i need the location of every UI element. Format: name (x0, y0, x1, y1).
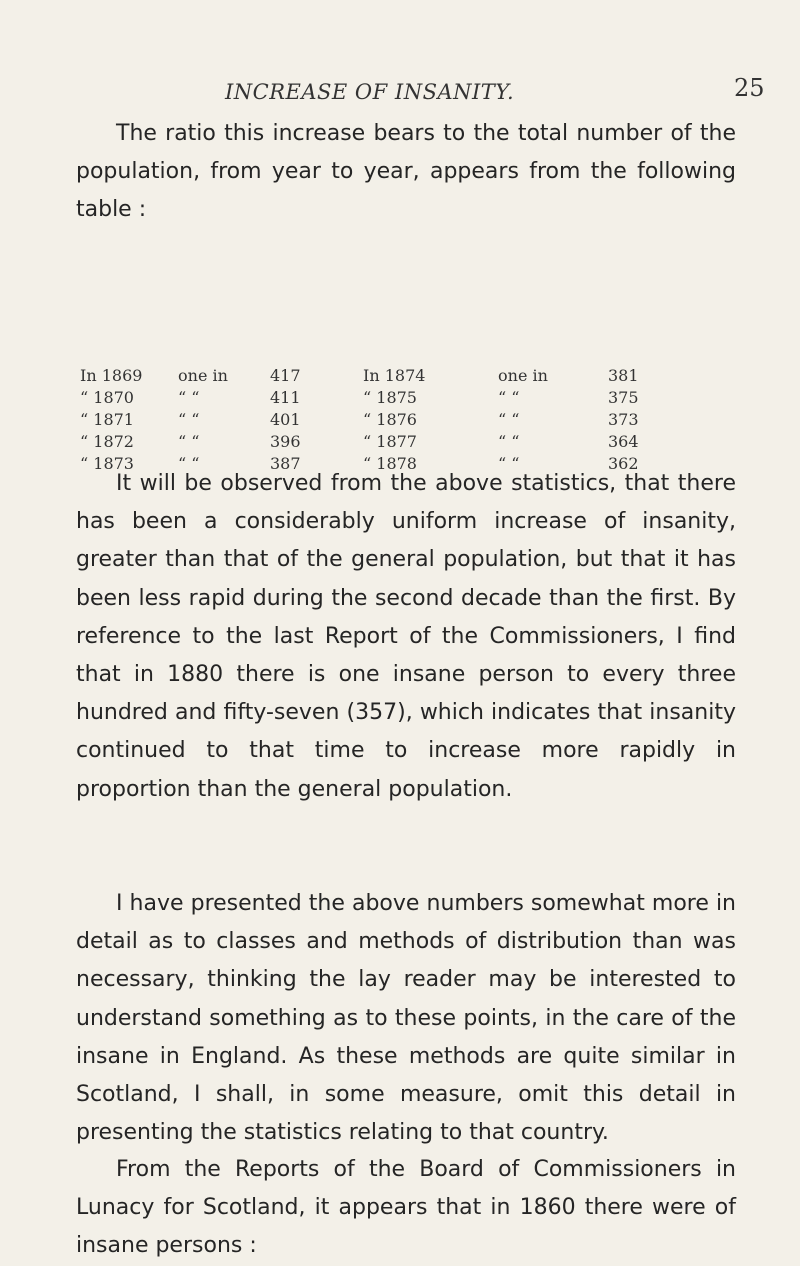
table-cell-year: “ 1872 (80, 432, 134, 451)
running-title: INCREASE OF INSANITY. (225, 80, 515, 104)
page-number: 25 (734, 74, 765, 102)
table-cell-value: 381 (608, 366, 639, 385)
table-row (80, 366, 740, 388)
table-cell-value: 396 (270, 432, 301, 451)
table-cell-ratio: “ “ (178, 432, 200, 451)
table-cell-year: In 1869 (80, 366, 143, 385)
running-head (0, 74, 800, 114)
table-cell-ratio: “ “ (178, 454, 200, 473)
table-cell-ratio: one in (498, 366, 548, 385)
table-cell-value: 401 (270, 410, 301, 429)
table-cell-value: 364 (608, 432, 639, 451)
table-cell-value: 362 (608, 454, 639, 473)
table-cell-year: “ 1873 (80, 454, 134, 473)
table-row (80, 388, 740, 410)
paragraph-scotland: From the Reports of the Board of Commissioners in Lunacy for Scotland, it appears that in 1860 there were of insane persons : (76, 1157, 736, 1259)
paragraph-observation: It will be observed from the above statistics, that there has been a considerably uniform increase of insanity, greater than that of the general population, but that it has been less rapid during the second decade than the first. By reference to the last Report of the Commissioners, I find that in 1880 there is one insane person to every three hundred and fifty-seven (357), which indicates that insanity continued to that time to increase more rapidly in proportion than the general population. (76, 471, 736, 802)
table-row (80, 432, 740, 454)
paragraph-methods: I have presented the above numbers somewhat more in detail as to classes and methods of distribution than was necessary, thinking the lay reader may be interested to understand something as to these points, in the care of the insane in England. As these methods are quite similar in Scotland, I shall, in some measure, omit this detail in presenting the statistics relating to that country. (76, 891, 736, 1146)
table-cell-ratio: “ “ (498, 432, 520, 451)
table-cell-year: “ 1871 (80, 410, 134, 429)
table-cell-year: “ 1875 (363, 388, 417, 407)
table-row (80, 410, 740, 432)
table-cell-value: 373 (608, 410, 639, 429)
table-cell-value: 411 (270, 388, 301, 407)
table-cell-value: 375 (608, 388, 639, 407)
table-cell-year: “ 1870 (80, 388, 134, 407)
table-cell-ratio: “ “ (178, 410, 200, 429)
table-cell-value: 387 (270, 454, 301, 473)
table-cell-year: “ 1878 (363, 454, 417, 473)
table-cell-ratio: “ “ (498, 454, 520, 473)
table-cell-year: “ 1877 (363, 432, 417, 451)
table-cell-ratio: “ “ (178, 388, 200, 407)
table-cell-ratio: “ “ (498, 410, 520, 429)
table-cell-year: In 1874 (363, 366, 426, 385)
table-cell-value: 417 (270, 366, 301, 385)
table-cell-ratio: “ “ (498, 388, 520, 407)
paragraph-intro: The ratio this increase bears to the total number of the population, from year to year, appears from the following table : (76, 121, 736, 223)
table-cell-ratio: one in (178, 366, 228, 385)
ratio-table (80, 366, 740, 476)
table-cell-year: “ 1876 (363, 410, 417, 429)
